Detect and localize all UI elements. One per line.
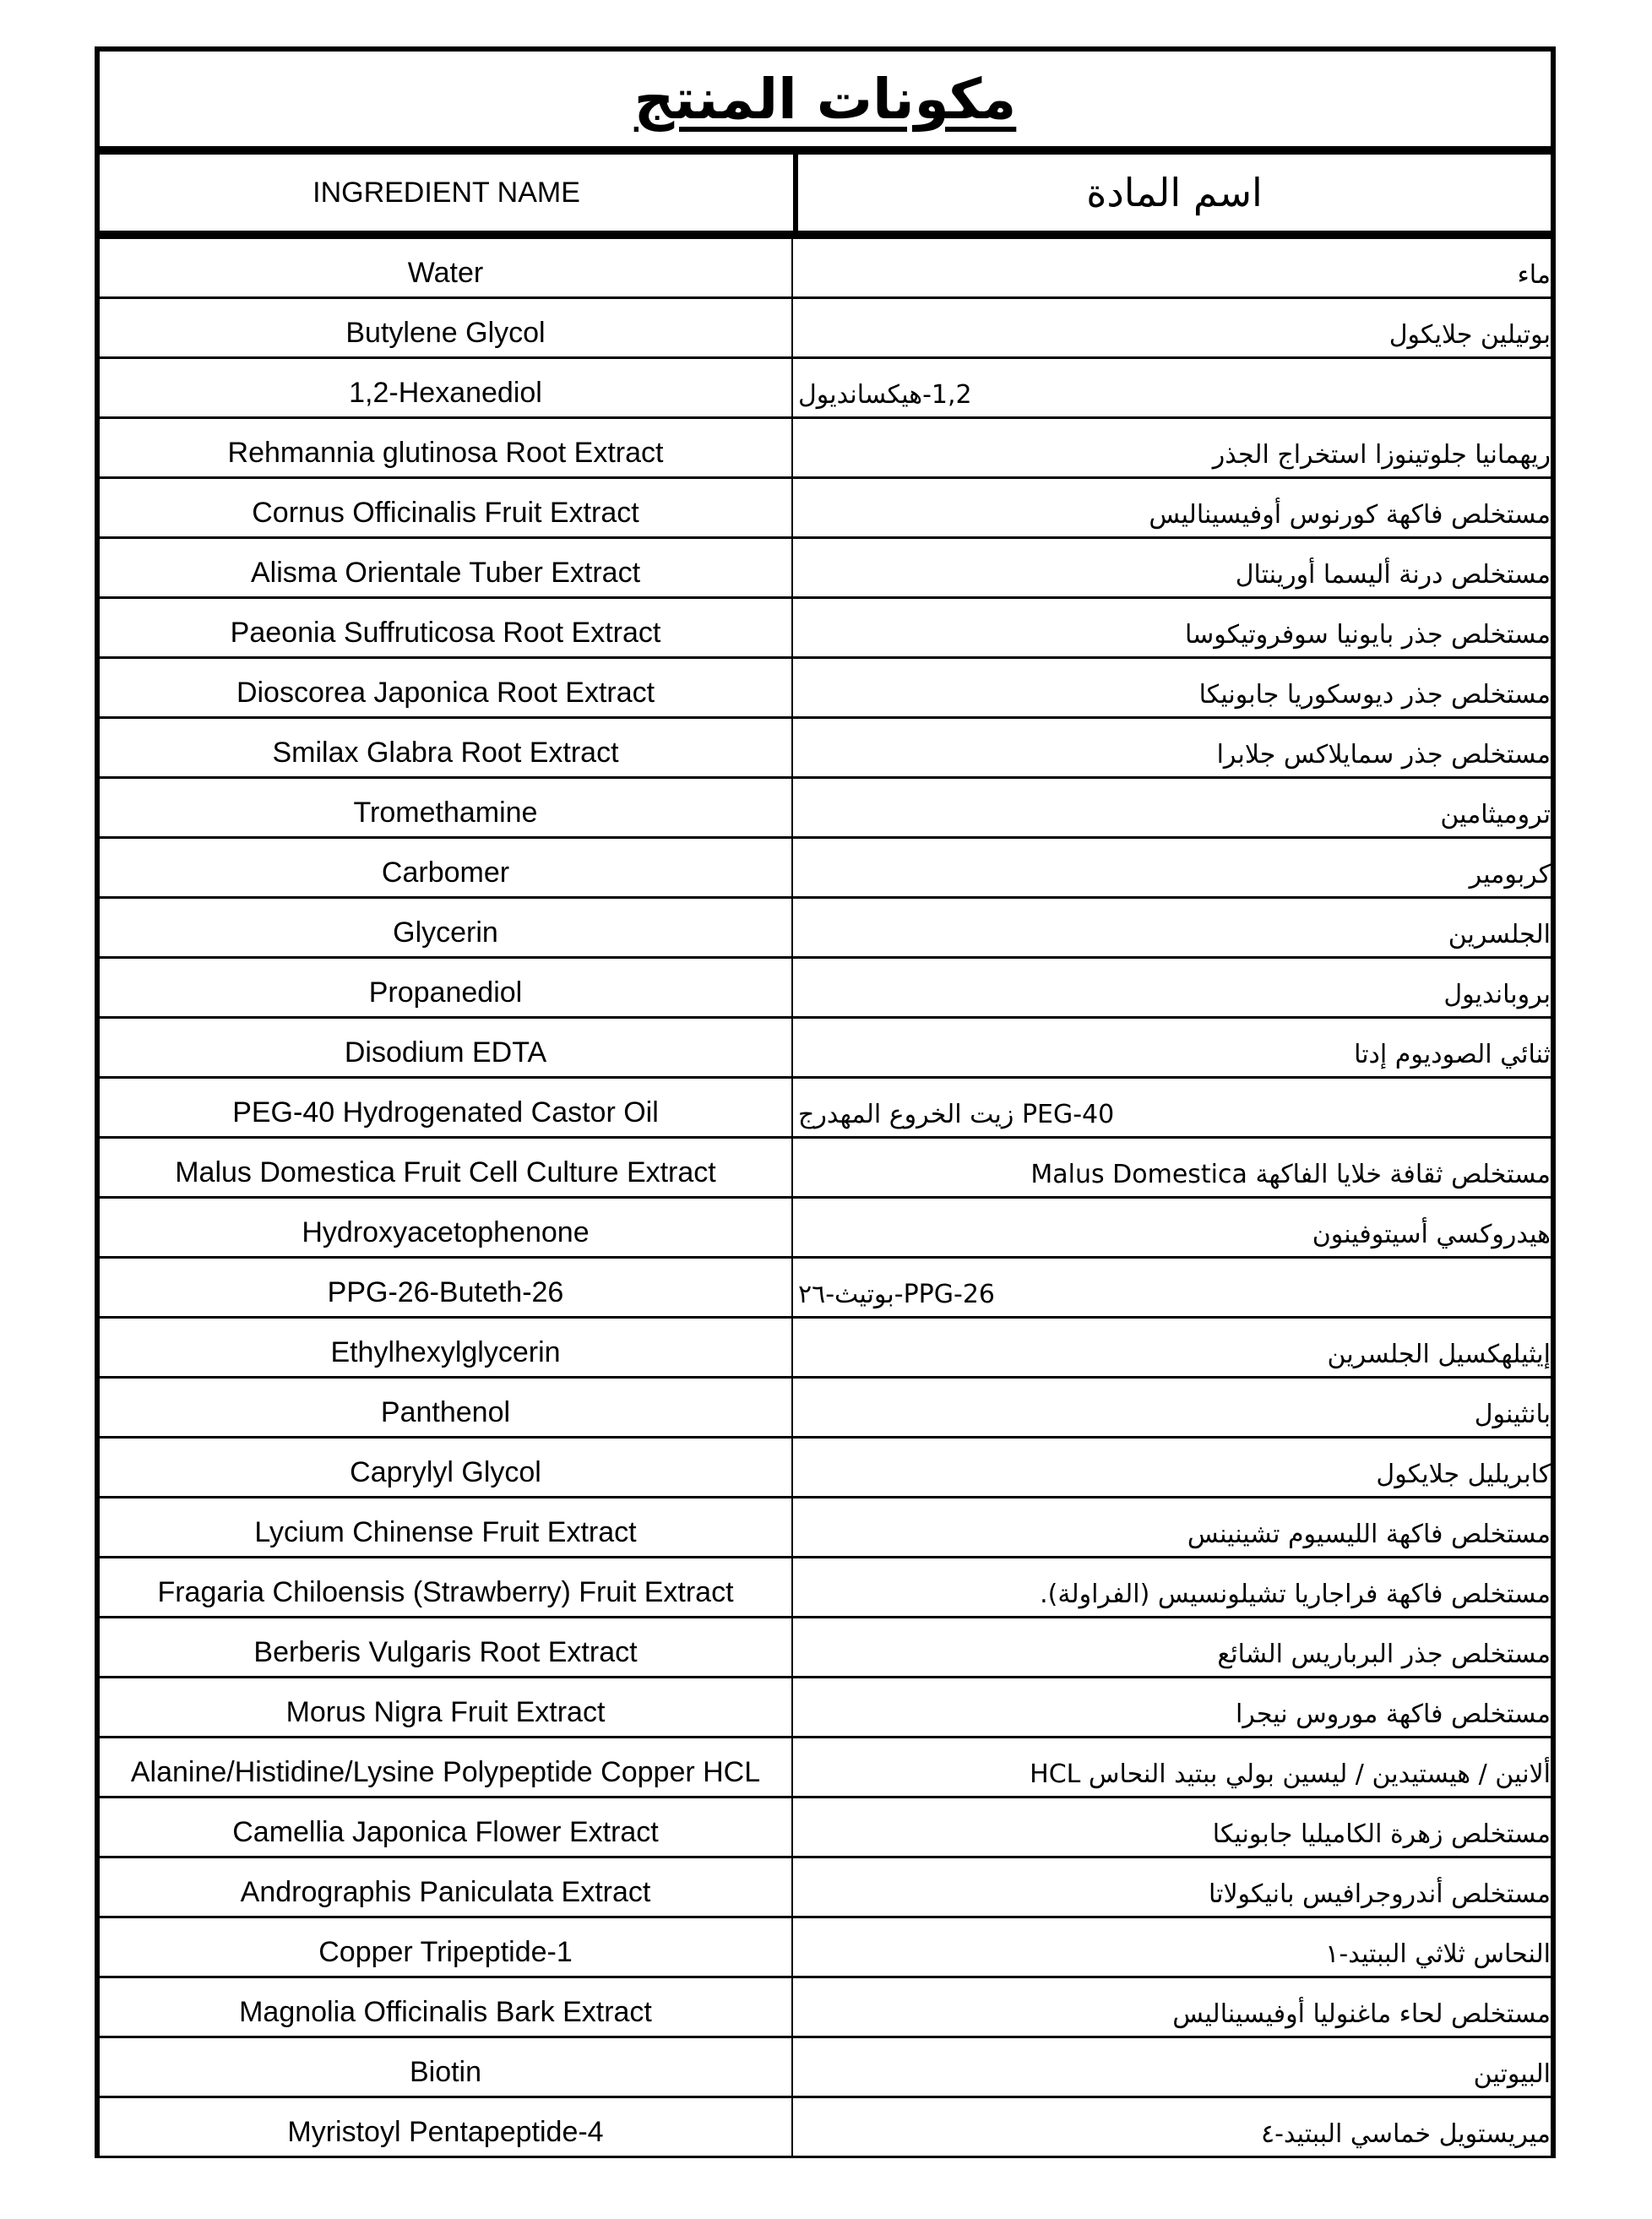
ingredient-english: Smilax Glabra Root Extract	[100, 719, 793, 776]
table-row	[100, 1019, 1551, 1079]
ingredient-english: Rehmannia glutinosa Root Extract	[100, 419, 793, 476]
ingredient-english: Cornus Officinalis Fruit Extract	[100, 479, 793, 536]
table-row	[100, 1978, 1551, 2038]
ingredient-arabic: مستخلص ثقافة خلايا الفاكهة Malus Domestica	[1030, 1160, 1551, 1189]
ingredient-arabic: تروميثامين	[1440, 800, 1551, 829]
ingredient-arabic: مستخلص فاكهة الليسيوم تشينينس	[1187, 1520, 1551, 1549]
table-row	[100, 899, 1551, 959]
table-row	[100, 1139, 1551, 1199]
ingredient-arabic: PPG-26-بوتيث-٢٦	[798, 1280, 996, 1309]
ingredient-arabic: مستخلص زهرة الكاميليا جابونيكا	[1212, 1819, 1551, 1849]
table-row	[100, 839, 1551, 899]
table-row	[100, 1918, 1551, 1978]
ingredient-arabic: النحاس ثلاثي الببتيد-١	[1325, 1939, 1551, 1969]
ingredient-arabic: بروبانديول	[1443, 980, 1551, 1009]
ingredient-arabic: مستخلص جذر بايونيا سوفروتيكوسا	[1185, 620, 1551, 650]
ingredient-english: Butylene Glycol	[100, 299, 793, 356]
table-row	[100, 539, 1551, 599]
ingredient-arabic: ثنائي الصوديوم إدتا	[1354, 1040, 1551, 1069]
ingredient-english: Andrographis Paniculata Extract	[100, 1858, 793, 1916]
table-row	[100, 1678, 1551, 1738]
ingredient-arabic: الجلسرين	[1448, 920, 1551, 949]
ingredient-english: Morus Nigra Fruit Extract	[100, 1678, 793, 1736]
ingredient-english: Carbomer	[100, 839, 793, 896]
ingredient-arabic: بانثينول	[1474, 1400, 1551, 1429]
ingredient-english: Berberis Vulgaris Root Extract	[100, 1618, 793, 1676]
table-row	[100, 1319, 1551, 1379]
ingredient-english: Magnolia Officinalis Bark Extract	[100, 1978, 793, 2036]
ingredient-arabic: مستخلص أندروجرافيس بانيكولاتا	[1208, 1879, 1551, 1909]
ingredient-english: Hydroxyacetophenone	[100, 1199, 793, 1256]
table-row	[100, 1858, 1551, 1918]
ingredient-english: Malus Domestica Fruit Cell Culture Extract	[100, 1139, 793, 1196]
table-row	[100, 1259, 1551, 1319]
ingredient-english: 1,2-Hexanediol	[100, 359, 793, 416]
table-row	[100, 2098, 1551, 2158]
header-row	[100, 155, 1551, 239]
ingredient-arabic: مستخلص فاكهة كورنوس أوفيسيناليس	[1149, 500, 1551, 530]
ingredients-table	[95, 46, 1556, 2158]
header-ingredient-name: INGREDIENT NAME	[100, 155, 798, 231]
ingredient-english: Biotin	[100, 2038, 793, 2096]
ingredient-arabic: كابريليل جلايكول	[1376, 1460, 1551, 1489]
table-row	[100, 1079, 1551, 1139]
ingredient-arabic: هيدروكسي أسيتوفينون	[1312, 1220, 1551, 1249]
table-row	[100, 1498, 1551, 1558]
table-row	[100, 1798, 1551, 1858]
ingredient-english: Water	[100, 239, 793, 296]
ingredient-arabic: البيوتين	[1473, 2059, 1551, 2089]
table-row	[100, 1738, 1551, 1798]
ingredient-arabic: كربومير	[1469, 860, 1551, 889]
ingredient-arabic: مستخلص جذر سمايلاكس جلابرا	[1216, 740, 1551, 770]
table-row	[100, 479, 1551, 539]
table-row	[100, 659, 1551, 719]
table-row	[100, 359, 1551, 419]
table-body	[100, 239, 1551, 2158]
ingredient-arabic: بوتيلين جلايكول	[1388, 320, 1551, 350]
table-row	[100, 1379, 1551, 1439]
table-row	[100, 1199, 1551, 1259]
ingredient-english: Dioscorea Japonica Root Extract	[100, 659, 793, 716]
ingredient-english: Tromethamine	[100, 779, 793, 836]
ingredient-arabic: ميريستويل خماسي الببتيد-٤	[1260, 2119, 1551, 2149]
ingredient-arabic: مستخلص فاكهة موروس نيجرا	[1235, 1700, 1551, 1729]
table-row	[100, 599, 1551, 659]
ingredient-english: PEG-40 Hydrogenated Castor Oil	[100, 1079, 793, 1136]
ingredient-arabic: مستخلص جذر البرباريس الشائع	[1217, 1640, 1551, 1669]
ingredient-english: Ethylhexylglycerin	[100, 1319, 793, 1376]
table-row	[100, 959, 1551, 1019]
ingredient-arabic: PEG-40 زيت الخروع المهدرج	[798, 1100, 1115, 1129]
ingredient-english: Alisma Orientale Tuber Extract	[100, 539, 793, 596]
ingredient-english: Caprylyl Glycol	[100, 1439, 793, 1496]
ingredient-english: Fragaria Chiloensis (Strawberry) Fruit Extract	[100, 1558, 793, 1616]
table-row	[100, 2038, 1551, 2098]
ingredient-arabic: إيثيلهكسيل الجلسرين	[1327, 1340, 1551, 1369]
ingredient-arabic: مستخلص درنة أليسما أورينتال	[1235, 560, 1551, 590]
ingredient-english: Disodium EDTA	[100, 1019, 793, 1076]
table-row	[100, 1439, 1551, 1498]
ingredient-english: Paeonia Suffruticosa Root Extract	[100, 599, 793, 656]
table-row	[100, 1618, 1551, 1678]
table-row	[100, 1558, 1551, 1618]
ingredient-english: PPG-26-Buteth-26	[100, 1259, 793, 1316]
ingredient-english: Copper Tripeptide-1	[100, 1918, 793, 1976]
ingredient-english: Myristoyl Pentapeptide-4	[100, 2098, 793, 2156]
table-row	[100, 239, 1551, 299]
ingredient-english: Propanediol	[100, 959, 793, 1016]
ingredient-arabic: 1,2-هيكسانديول	[798, 380, 972, 410]
table-row	[100, 779, 1551, 839]
header-arabic-name: اسم المادة	[1086, 170, 1263, 215]
ingredient-arabic: ريهمانيا جلوتينوزا استخراج الجذر	[1212, 440, 1551, 470]
ingredient-arabic: مستخلص فاكهة فراجاريا تشيلونسيس (الفراولة).	[1040, 1580, 1551, 1609]
page-title: مكونات المنتج	[633, 66, 1017, 132]
ingredient-english: Glycerin	[100, 899, 793, 956]
ingredient-arabic: مستخلص لحاء ماغنوليا أوفيسيناليس	[1172, 1999, 1551, 2029]
ingredient-english: Alanine/Histidine/Lysine Polypeptide Copper HCL	[100, 1738, 793, 1796]
table-row	[100, 419, 1551, 479]
ingredient-arabic: مستخلص جذر ديوسكوريا جابونيكا	[1198, 680, 1551, 710]
ingredient-arabic: ماء	[1517, 260, 1551, 290]
ingredient-english: Lycium Chinense Fruit Extract	[100, 1498, 793, 1556]
ingredient-english: Camellia Japonica Flower Extract	[100, 1798, 793, 1856]
table-row	[100, 719, 1551, 779]
ingredient-arabic: ألانين / هيستيدين / ليسين بولي ببتيد النحاس HCL	[1030, 1759, 1551, 1789]
ingredient-english: Panthenol	[100, 1379, 793, 1436]
title-row	[100, 52, 1551, 155]
table-row	[100, 299, 1551, 359]
